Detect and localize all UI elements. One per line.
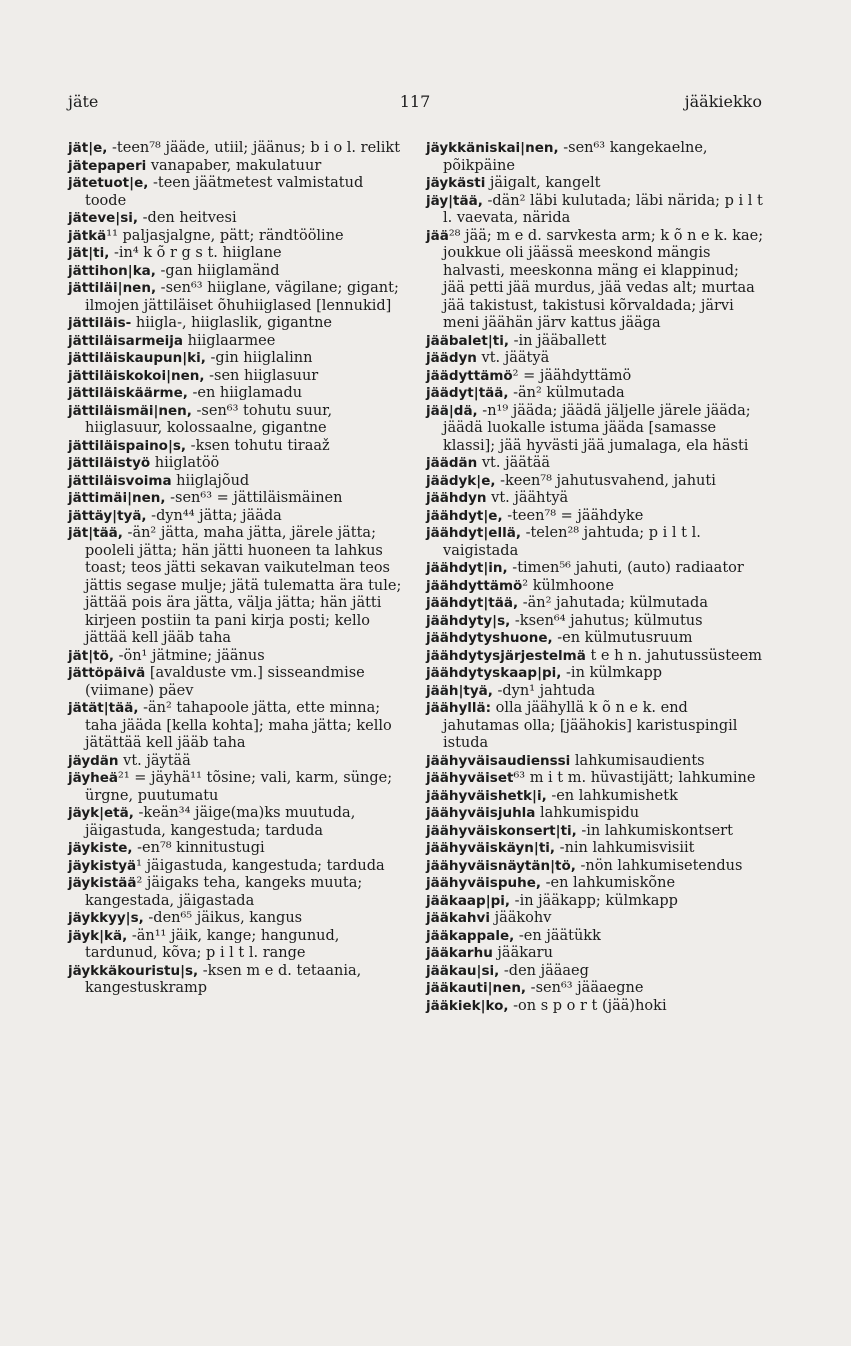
entry-headword: jäteve|si, [68,210,139,226]
entry-definition: -sen hiiglasuur [204,367,319,384]
entry-headword: jäähyväisjuhla [426,805,536,821]
dictionary-entry [426,490,764,508]
dictionary-entry [68,770,406,805]
entry-headword: jää|dä, [426,402,478,419]
dictionary-entry [426,403,764,456]
entry-headword: jäydän [68,752,119,769]
entry-definition: -än² külmutada [508,385,625,401]
entry-headword: jääkahvi [426,910,490,926]
entry-definition: -nön lahkumisetendus [575,857,743,874]
entry-definition: -dyn⁴⁴ jätta; jääda [146,507,282,524]
dictionary-entry [68,140,406,158]
entry-definition: -sen⁶³ jääaegne [526,980,644,996]
entry-headword: jäähyväiset [426,770,514,786]
entry-definition: -en jäätükk [514,927,601,944]
entry-definition: hiigla-, hiiglaslik, gigantne [131,315,333,331]
entry-headword: jätepaperi [68,157,147,174]
entry-definition: jääkaru [492,945,553,961]
dictionary-entry [68,333,406,351]
entry-headword: jättäy|tyä, [68,507,147,524]
entry-headword: jäähdyt|in, [426,560,508,576]
dictionary-entry [426,998,764,1016]
dictionary-entry [68,648,406,666]
entry-headword: jättiläispaino|s, [68,437,187,454]
entry-definition: -ön¹ jätmine; jäänus [113,647,265,664]
dictionary-entry [68,455,406,473]
dictionary-entry [68,158,406,176]
entry-definition: ²⁸ jää; m e d. sarvkesta arm; k õ n e k. kae; joukkue oli jäässä meeskond mängis halvasti, meeskonna mäng ei klappinud; jää petti jää murdus, jää vedas alt; murtaa jää takistust, takistusi kõrvaldada; järvi meni jäähän järv kattus jääga [443,227,764,331]
entry-definition: -dyn¹ jahtuda [492,682,596,699]
entry-headword: jäähyväisnäytän|tö, [426,857,576,874]
entry-headword: jäykistyä [68,857,137,874]
dictionary-entry [426,333,764,351]
entry-definition: -än² tahapoole jätta, ette minna; taha jääda [kella kohta]; maha jätta; kello jätättää kell jääb taha [85,700,392,751]
entry-headword: jäähyväisaudienssi [426,752,571,769]
entry-headword: jäädyttämö [426,367,513,384]
entry-headword: jäähdyn [426,490,487,506]
dictionary-entry [426,473,764,491]
entry-definition: jääkohv [489,910,552,926]
entry-definition: -in külmkapp [561,665,663,681]
entry-headword: jättiläiskokoi|nen, [68,367,205,384]
entry-headword: jäähdytyskaap|pi, [426,665,562,681]
entry-definition: -en lahkumishetk [546,787,678,804]
dictionary-entry [426,578,764,596]
entry-definition: jäigalt, kangelt [485,175,601,191]
entry-headword: jäähyväishetk|i, [426,787,547,804]
entry-definition: -än¹¹ jäik, kange; hangunud, tardunud, kõva; p i l t l. range [85,927,340,961]
entry-headword: jäädän [426,455,478,471]
dictionary-entry [68,280,406,315]
entry-definition: -dän² läbi kulutada; läbi närida; p i l t l. vaevata, närida [443,192,763,226]
dictionary-entry [68,805,406,840]
entry-headword: jätetuot|e, [68,175,149,191]
entry-headword: jätät|tää, [68,700,139,716]
dictionary-entry [68,245,406,263]
entry-headword: jättiläismäi|nen, [68,402,192,419]
entry-definition: -sen⁶³ = jättiläismäinen [165,490,343,506]
entry-headword: jäähdytyshuone, [426,630,553,646]
entry-headword: jäähyväiskonsert|ti, [426,822,577,839]
entry-headword: jättöpäivä [68,665,146,681]
dictionary-entry [426,893,764,911]
entry-headword: jäähdyt|e, [426,507,503,524]
dictionary-entry [68,175,406,210]
entry-definition: -den jääaeg [499,962,589,979]
header-first-word: jäte [68,92,99,111]
entry-definition: -den⁶⁵ jäikus, kangus [143,910,303,926]
entry-headword: jäykästi [426,175,486,191]
dictionary-entry [68,385,406,403]
entry-headword: jäyk|kä, [68,927,128,944]
entry-headword: jäähyväispuhe, [426,875,542,891]
entry-definition: -en külmutusruum [552,630,693,646]
entry-headword: jääkaap|pi, [426,892,511,909]
dictionary-entry [426,175,764,193]
entry-headword: jäyk|etä, [68,805,134,821]
entry-headword: jääkarhu [426,945,493,961]
entry-headword: jäähdytysjärjestelmä [426,647,586,664]
entry-definition: -n¹⁹ jääda; jäädä jäljelle järele jääda; jäädä luokalle istuma jääda [samasse klassi]; jää hyvästi jää jumalaga, ela hästi [443,402,751,454]
entry-definition: -ksen⁶⁴ jahutus; külmutus [510,612,703,629]
dictionary-entry [426,385,764,403]
dictionary-entry [68,438,406,456]
entry-headword: jäykkäkouristu|s, [68,962,199,979]
dictionary-entry [68,875,406,910]
dictionary-entry [426,630,764,648]
dictionary-entry [68,403,406,438]
entry-headword: jättiläi|nen, [68,280,157,296]
entry-definition: vt. jäätää [477,455,550,471]
entry-headword: jättiläisvoima [68,472,172,489]
dictionary-entry [68,928,406,963]
dictionary-entry [426,140,764,175]
entry-headword: jät|e, [68,140,108,156]
entry-definition: -keän³⁴ jäige(ma)ks muutuda, jäigastuda, kangestuda; tarduda [85,805,356,839]
entry-headword: jättiläiskaupun|ki, [68,350,206,366]
entry-definition: -timen⁵⁶ jahuti, (auto) radiaator [507,560,744,576]
dictionary-entry [426,560,764,578]
dictionary-entry [68,665,406,700]
dictionary-entry [426,823,764,841]
entry-definition: -on s p o r t (jää)hoki [508,997,667,1014]
entry-headword: jättiläistyö [68,455,151,471]
entry-definition: -än² jahutada; külmutada [518,595,708,611]
entry-headword: jät|tää, [68,525,123,541]
dictionary-entry [426,963,764,981]
entry-headword: jäähyväiskäyn|ti, [426,840,556,856]
dictionary-entry [68,525,406,648]
dictionary-entry [426,613,764,631]
entry-definition: ² = jäähdyttämö [512,367,632,384]
entry-definition: ⁶³ m i t m. hüvastijätt; lahkumine [513,770,756,786]
dictionary-entry [426,753,764,771]
entry-definition: hiiglaarmee [183,332,276,349]
entry-headword: jäyheä [68,770,118,786]
entry-headword: jäykiste, [68,840,133,856]
entry-headword: jääkauti|nen, [426,980,527,996]
dictionary-entry [68,508,406,526]
entry-definition: ² jäigaks teha, kangeks muuta; kangestada, jäigastada [85,875,363,909]
entry-definition: vanapaber, makulatuur [146,157,322,174]
entry-definition: lahkumisaudients [570,752,705,769]
entry-headword: jättiläis- [68,315,132,331]
entry-headword: jäy|tää, [426,192,483,209]
dictionary-entry [68,210,406,228]
entry-headword: jää [426,227,449,244]
entry-definition: -en⁷⁸ kinnitustugi [132,840,265,856]
page-header [68,92,762,114]
entry-definition: hiiglajõud [171,472,250,489]
entry-headword: jätkä [68,227,107,244]
entry-definition: ¹ jäigastuda, kangestuda; tarduda [136,857,385,874]
entry-definition: -sen⁶³ hiiglane, vägilane; gigant; ilmojen jättiläiset õhuhiiglased [lennukid] [85,280,399,314]
entry-definition: -keen⁷⁸ jahutusvahend, jahuti [495,472,716,489]
dictionary-entry [426,928,764,946]
entry-headword: jättimäi|nen, [68,490,166,506]
entry-definition: lahkumispidu [535,805,640,821]
entry-headword: jäähdyttämö [426,577,523,594]
entry-headword: jäähdyty|s, [426,612,511,629]
entry-headword: jäykistää [68,875,137,891]
header-last-word: jääkiekko [684,92,762,111]
entry-definition: [avalduste vm.] sisseandmise (viimane) päev [85,665,365,699]
entry-headword: jääkappale, [426,927,515,944]
entry-headword: jäädyn [426,350,477,366]
dictionary-entry [426,840,764,858]
entry-definition: -sen⁶³ kangekaelne, põikpäine [443,140,708,174]
dictionary-entry [426,770,764,788]
entry-definition: vt. jäähtyä [486,490,569,506]
entry-definition: olla jäähyllä k õ n e k. end jahutamas olla; [jäähokis] karistuspingil istuda [443,700,738,751]
entry-definition: -än² jätta, maha jätta, järele jätta; pooleli jätta; hän jätti huoneen ta lahkus toast; teos jätti sekavan vaikutelman teos jättis segase mulje; jätä tulematta ära tule; jättää pois ära jätta, välja jätta; hän jätti kirjeen postiin ta pani kirja posti; kello jättää kell jääb taha [85,525,402,646]
entry-definition: -en lahkumiskõne [541,875,676,891]
entry-definition: -in jääballett [509,332,607,349]
dictionary-entry [68,858,406,876]
entry-headword: jäykkyy|s, [68,910,144,926]
entry-definition: -in lahkumiskontsert [576,822,733,839]
entry-headword: jättihon|ka, [68,262,156,279]
entry-definition: -nin lahkumisvisiit [555,840,695,856]
dictionary-entry [68,350,406,368]
dictionary-entry [68,910,406,928]
entry-headword: jättiläiskäärme, [68,385,188,401]
dictionary-entry [426,508,764,526]
left-column [68,140,406,998]
entry-headword: jääbalet|ti, [426,332,509,349]
entry-definition: t e h n. jahutussüsteem [585,647,762,664]
dictionary-entry [426,228,764,333]
dictionary-entry [426,350,764,368]
dictionary-entry [426,980,764,998]
dictionary-entry [68,473,406,491]
dictionary-entry [426,648,764,666]
entry-definition: -teen jäätmetest valmistatud toode [85,175,364,209]
entry-definition: ²¹ = jäyhä¹¹ tõsine; vali, karm, sünge; ürgne, puutumatu [85,770,393,804]
entry-definition: -ksen tohutu tiraaž [186,437,330,454]
entry-headword: jääkiek|ko, [426,997,509,1014]
entry-headword: jät|tö, [68,647,114,664]
entry-headword: jäähyllä: [426,700,492,716]
dictionary-entry [426,858,764,876]
entry-definition: -telen²⁸ jahtuda; p i l t l. vaigistada [443,525,701,559]
dictionary-entry [426,875,764,893]
entry-definition: hiiglatöö [150,455,220,471]
dictionary-entry [426,525,764,560]
entry-headword: jättiläisarmeija [68,332,184,349]
dictionary-entry [68,753,406,771]
entry-headword: jäykkäniskai|nen, [426,140,559,156]
dictionary-entry [68,840,406,858]
dictionary-entry [68,228,406,246]
entry-definition: -ksen m e d. tetaania, kangestuskramp [85,962,362,996]
entry-definition: ² külmhoone [522,577,614,594]
entry-definition: -teen⁷⁸ jääde, utiil; jäänus; b i o l. relikt [107,140,401,156]
dictionary-entry [426,665,764,683]
dictionary-entry [426,193,764,228]
entry-definition: -teen⁷⁸ = jäähdyke [502,507,644,524]
entry-definition: -gan hiiglamänd [155,262,280,279]
dictionary-entry [68,263,406,281]
dictionary-entry [68,700,406,753]
dictionary-entry [68,315,406,333]
entry-headword: jät|ti, [68,245,110,261]
dictionary-entry [426,683,764,701]
entry-headword: jääkau|si, [426,962,500,979]
dictionary-entry [426,368,764,386]
dictionary-entry [426,805,764,823]
dictionary-entry [426,455,764,473]
dictionary-entry [68,368,406,386]
dictionary-entry [426,595,764,613]
entry-definition: -sen⁶³ tohutu suur, hiiglasuur, kolossaalne, gigantne [85,402,333,436]
dictionary-entry [426,788,764,806]
entry-definition: -en hiiglamadu [187,385,303,401]
entry-definition: ¹¹ paljasjalgne, pätt; rändtööline [106,227,344,244]
right-column [426,140,764,1015]
entry-headword: jäähdyt|ellä, [426,525,521,541]
page-number: 117 [399,92,431,111]
dictionary-entry [426,910,764,928]
entry-headword: jäädyk|e, [426,472,496,489]
dictionary-entry [68,490,406,508]
entry-headword: jäähdyt|tää, [426,595,519,611]
entry-definition: vt. jäätyä [476,350,550,366]
dictionary-entry [426,945,764,963]
entry-definition: vt. jäytää [118,752,191,769]
entry-definition: -gin hiiglalinn [205,350,313,366]
entry-definition: -in⁴ k õ r g s t. hiiglane [109,245,282,261]
entry-definition: -den heitvesi [138,210,237,226]
entry-definition: -in jääkapp; külmkapp [510,892,678,909]
entry-headword: jäädyt|tää, [426,385,509,401]
entry-headword: jääh|tyä, [426,682,493,699]
dictionary-entry [68,963,406,998]
dictionary-entry [426,700,764,753]
